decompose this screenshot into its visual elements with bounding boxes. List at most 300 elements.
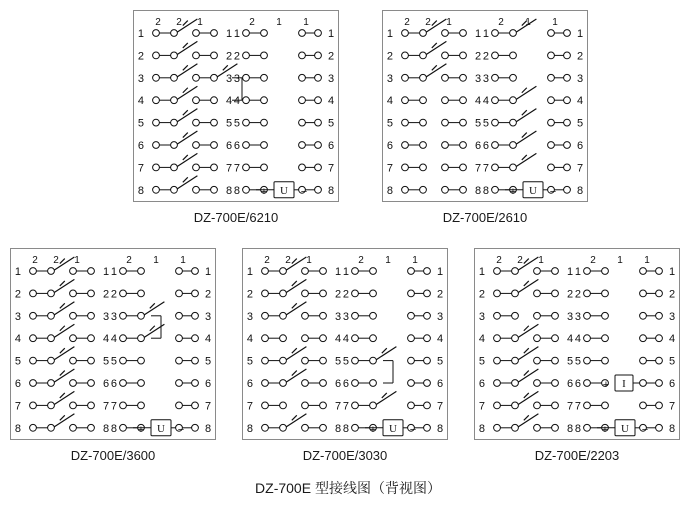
contact-pivot-tick [292, 415, 297, 420]
row-number-right: 6 [205, 378, 212, 390]
terminal-right [424, 357, 431, 364]
terminal-midright [352, 290, 359, 297]
terminal-right-outer [299, 52, 306, 59]
contact-pivot-tick [60, 415, 65, 420]
contact-pivot-tick [60, 259, 65, 264]
row-number-right: 3 [669, 310, 676, 323]
terminal-right-outer [548, 97, 555, 104]
terminal-right [656, 335, 663, 342]
row-number-right: 8 [577, 184, 584, 197]
coil-minus-sign: − [409, 423, 417, 436]
terminal-midright-inner [510, 30, 517, 37]
row-number-right: 1 [577, 28, 584, 40]
contact-pivot-tick [183, 133, 188, 138]
row-number-midright: 4 [342, 333, 349, 346]
terminal-left-inner [171, 30, 178, 37]
contact-pivot-tick [524, 393, 529, 398]
terminal-right-outer [640, 268, 647, 275]
terminal-left [153, 164, 160, 171]
column-header-number: 2 [155, 17, 161, 28]
terminal-left-inner [171, 186, 178, 193]
terminal-left-inner [171, 74, 178, 81]
row-number-midright: 7 [110, 400, 117, 413]
row-number-midleft: 7 [567, 400, 574, 413]
row-number-left: 1 [386, 28, 393, 40]
terminal-midright-inner [370, 290, 377, 297]
terminal-left-inner [420, 164, 427, 171]
terminal-midleft-outer [302, 312, 309, 319]
column-header-number: 1 [180, 255, 186, 266]
row-number-left: 5 [478, 355, 485, 368]
terminal-right-outer [299, 142, 306, 149]
row-number-midright: 8 [233, 184, 240, 197]
row-number-right: 7 [437, 400, 444, 413]
row-number-midleft: 2 [226, 50, 233, 63]
row-number-right: 7 [669, 400, 676, 413]
terminal-midright-inner [510, 97, 517, 104]
terminal-midleft [211, 30, 218, 37]
row-number-left: 3 [137, 72, 144, 85]
terminal-midleft-outer [193, 74, 200, 81]
terminal-right-outer [548, 30, 555, 37]
row-number-midleft: 7 [226, 162, 233, 175]
row-number-left: 5 [246, 355, 253, 368]
terminal-left [262, 335, 269, 342]
terminal-midleft [88, 312, 95, 319]
row-number-midleft: 2 [567, 288, 574, 301]
terminal-midleft-outer [193, 119, 200, 126]
terminal-midright [352, 335, 359, 342]
terminal-midleft [552, 402, 559, 409]
terminal-right [192, 402, 199, 409]
terminal-midleft-outer [302, 424, 309, 431]
terminal-midleft-outer [442, 52, 449, 59]
row-number-midright: 1 [574, 266, 581, 278]
row-number-right: 8 [328, 184, 335, 197]
terminal-right [564, 74, 571, 81]
contact-pivot-tick [524, 371, 529, 376]
row-number-right: 4 [328, 95, 335, 108]
row-number-left: 3 [246, 310, 253, 323]
terminal-midleft [552, 424, 559, 431]
terminal-midright-inner [261, 119, 268, 126]
contact-pivot-tick [432, 21, 437, 26]
terminal-midleft-outer [193, 142, 200, 149]
contact-pivot-tick [183, 177, 188, 182]
row-number-left: 5 [137, 117, 144, 130]
terminal-midleft-outer [302, 402, 309, 409]
terminal-left [494, 290, 501, 297]
terminal-left-inner [512, 335, 519, 342]
row-number-left: 1 [478, 266, 485, 278]
terminal-midleft [211, 52, 218, 59]
terminal-midright-inner [370, 357, 377, 364]
terminal-midright [120, 312, 127, 319]
row-number-right: 1 [328, 28, 335, 40]
terminal-left [262, 290, 269, 297]
row-number-midright: 3 [233, 72, 240, 85]
row-number-midleft: 2 [475, 50, 482, 63]
terminal-midright-inner [370, 335, 377, 342]
terminal-right-outer [640, 357, 647, 364]
column-header-number: 1 [552, 17, 558, 28]
wiring-diagram-panel [242, 248, 448, 440]
contact-pivot-tick [524, 259, 529, 264]
contact-pivot-tick [292, 371, 297, 376]
terminal-left [402, 164, 409, 171]
row-number-left: 2 [478, 288, 485, 301]
terminal-right-outer [408, 357, 415, 364]
row-number-midleft: 3 [335, 310, 342, 323]
terminal-midright [120, 290, 127, 297]
row-number-left: 4 [14, 333, 21, 346]
terminal-right [564, 142, 571, 149]
terminal-right-outer [408, 380, 415, 387]
terminal-left [402, 186, 409, 193]
terminal-right [424, 268, 431, 275]
row-number-midright: 4 [482, 95, 489, 108]
terminal-midright [492, 30, 499, 37]
contact-pivot-tick [60, 303, 65, 308]
terminal-midright [492, 164, 499, 171]
terminal-midleft-outer [193, 186, 200, 193]
row-number-right: 4 [205, 333, 212, 346]
column-header-number: 2 [285, 255, 291, 266]
contact-pivot-tick [150, 303, 155, 308]
row-number-midleft: 6 [567, 378, 574, 390]
terminal-left [402, 30, 409, 37]
terminal-left [262, 268, 269, 275]
coil-plus-sign: + [509, 185, 517, 198]
row-number-left: 8 [386, 184, 393, 197]
terminal-left [494, 312, 501, 319]
terminal-midleft [460, 52, 467, 59]
terminal-left [30, 357, 37, 364]
row-number-midright: 5 [574, 355, 581, 368]
column-header-number: 1 [617, 255, 623, 266]
terminal-midleft-outer [534, 290, 541, 297]
row-number-midleft: 1 [475, 28, 482, 40]
row-number-left: 8 [14, 422, 21, 435]
terminal-right [656, 380, 663, 387]
terminal-midleft [320, 312, 327, 319]
terminal-left [153, 97, 160, 104]
row-number-left: 7 [14, 400, 21, 413]
row-number-right: 5 [437, 355, 444, 368]
row-number-midleft: 5 [226, 117, 233, 130]
terminal-right-outer [548, 52, 555, 59]
contact-pivot-tick [150, 326, 155, 331]
row-number-left: 7 [478, 400, 485, 413]
terminal-right-outer [548, 74, 555, 81]
row-number-left: 3 [386, 72, 393, 85]
terminal-midright [120, 380, 127, 387]
contact-pivot-tick [60, 371, 65, 376]
terminal-right [315, 52, 322, 59]
terminal-midright [243, 186, 250, 193]
terminal-right [315, 30, 322, 37]
row-number-left: 1 [14, 266, 21, 278]
terminal-right-outer [299, 164, 306, 171]
terminal-midleft-outer [534, 357, 541, 364]
row-number-midleft: 5 [103, 355, 110, 368]
terminal-right-outer [640, 312, 647, 319]
terminal-left [30, 380, 37, 387]
terminal-midright-inner [138, 335, 145, 342]
terminal-midright-inner [510, 52, 517, 59]
column-header-number: 1 [412, 255, 418, 266]
terminal-midright [492, 119, 499, 126]
row-number-right: 2 [437, 288, 444, 301]
terminal-midright-inner [261, 142, 268, 149]
terminal-midright [584, 424, 591, 431]
terminal-left [30, 424, 37, 431]
row-number-right: 8 [437, 422, 444, 435]
column-header-number: 2 [496, 255, 502, 266]
terminal-left-inner [420, 142, 427, 149]
terminal-midright-inner [370, 402, 377, 409]
terminal-left-inner [280, 402, 287, 409]
terminal-left [30, 290, 37, 297]
row-number-left: 5 [386, 117, 393, 130]
terminal-midright-inner [138, 268, 145, 275]
terminal-midright [120, 424, 127, 431]
row-number-left: 7 [386, 162, 393, 175]
terminal-midright-inner [261, 97, 268, 104]
terminal-midleft [552, 312, 559, 319]
row-number-right: 6 [577, 140, 584, 152]
wiring-diagram-panel [474, 248, 680, 440]
terminal-midright [243, 142, 250, 149]
terminal-midleft-outer [302, 290, 309, 297]
terminal-midleft [88, 402, 95, 409]
terminal-midleft [320, 380, 327, 387]
terminal-right [315, 97, 322, 104]
contact-pivot-tick [60, 393, 65, 398]
terminal-midleft-outer [534, 402, 541, 409]
row-number-left: 6 [246, 378, 253, 390]
panel-caption: DZ-700E/3600 [70, 448, 156, 463]
terminal-midright-inner [602, 357, 609, 364]
row-number-right: 7 [205, 400, 212, 413]
terminal-midright-inner [510, 119, 517, 126]
terminal-midleft [88, 335, 95, 342]
terminal-midleft [320, 290, 327, 297]
column-header-number: 1 [644, 255, 650, 266]
terminal-left [153, 186, 160, 193]
terminal-midright [492, 97, 499, 104]
terminal-midleft-outer [302, 268, 309, 275]
terminal-midleft-outer [70, 290, 77, 297]
terminal-midleft [552, 335, 559, 342]
terminal-midleft-outer [70, 312, 77, 319]
row-number-midright: 8 [574, 422, 581, 435]
terminal-right-outer [176, 312, 183, 319]
terminal-left [262, 402, 269, 409]
coil-plus-sign: + [260, 185, 268, 198]
row-number-midleft: 1 [335, 266, 342, 278]
contact-pivot-tick [522, 110, 527, 115]
row-number-midright: 7 [482, 162, 489, 175]
terminal-midleft [552, 290, 559, 297]
contact-pivot-tick [524, 348, 529, 353]
terminal-left-inner [171, 164, 178, 171]
terminal-left [153, 52, 160, 59]
column-header-number: 1 [446, 17, 452, 28]
terminal-left-inner [280, 335, 287, 342]
row-number-midleft: 5 [475, 117, 482, 130]
wiring-schematic [475, 249, 681, 441]
row-number-midright: 8 [110, 422, 117, 435]
terminal-right [315, 186, 322, 193]
terminal-left-inner [512, 312, 519, 319]
terminal-left-inner [420, 186, 427, 193]
row-number-right: 2 [669, 288, 676, 301]
row-number-midright: 7 [342, 400, 349, 413]
row-number-left: 1 [137, 28, 144, 40]
contact-pivot-tick [432, 43, 437, 48]
row-number-midleft: 3 [103, 310, 110, 323]
row-number-midright: 3 [342, 310, 349, 323]
row-number-midleft: 2 [103, 288, 110, 301]
terminal-midright [492, 186, 499, 193]
terminal-midleft-outer [534, 312, 541, 319]
row-number-right: 3 [205, 310, 212, 323]
terminal-right [315, 142, 322, 149]
terminal-midright [584, 268, 591, 275]
terminal-left-inner [48, 312, 55, 319]
row-number-left: 3 [478, 310, 485, 323]
terminal-midright-inner [510, 164, 517, 171]
terminal-midleft [460, 186, 467, 193]
row-number-right: 5 [328, 117, 335, 130]
terminal-midleft [552, 380, 559, 387]
column-header-number: 1 [525, 17, 531, 28]
terminal-left [402, 52, 409, 59]
terminal-right-outer [299, 30, 306, 37]
terminal-left [494, 357, 501, 364]
column-header-number: 2 [53, 255, 59, 266]
row-number-left: 7 [246, 400, 253, 413]
terminal-left [262, 424, 269, 431]
terminal-midleft-outer [302, 357, 309, 364]
contact-pivot-tick [524, 281, 529, 286]
row-number-midright: 4 [574, 333, 581, 346]
panel-caption: DZ-700E/3030 [302, 448, 388, 463]
terminal-right [315, 119, 322, 126]
terminal-left [494, 424, 501, 431]
row-number-left: 2 [137, 50, 144, 63]
terminal-right-outer [640, 290, 647, 297]
terminal-right-outer [176, 357, 183, 364]
terminal-midleft [552, 357, 559, 364]
terminal-midright [352, 424, 359, 431]
terminal-left-inner [280, 312, 287, 319]
row-number-left: 2 [386, 50, 393, 63]
terminal-midright [352, 268, 359, 275]
terminal-midright [584, 402, 591, 409]
terminal-right [424, 312, 431, 319]
terminal-right [315, 164, 322, 171]
terminal-right [564, 30, 571, 37]
terminal-left-inner [48, 335, 55, 342]
terminal-midleft [88, 290, 95, 297]
contact-pivot-tick [292, 259, 297, 264]
wiring-schematic [243, 249, 449, 441]
terminal-midright [352, 312, 359, 319]
row-number-left: 6 [478, 378, 485, 390]
coil-label: U [621, 422, 629, 435]
row-number-left: 1 [246, 266, 253, 278]
coil-label: U [389, 422, 397, 435]
terminal-left-inner [512, 380, 519, 387]
terminal-left [153, 30, 160, 37]
terminal-midleft-outer [193, 164, 200, 171]
terminal-midright-inner [602, 268, 609, 275]
row-number-midleft: 5 [335, 355, 342, 368]
terminal-midright-inner [138, 290, 145, 297]
column-header-number: 1 [303, 17, 309, 28]
terminal-midright-inner [370, 380, 377, 387]
column-header-number: 2 [32, 255, 38, 266]
terminal-midright [492, 52, 499, 59]
row-number-left: 3 [14, 310, 21, 323]
coil-minus-sign: − [641, 423, 649, 436]
terminal-left [402, 142, 409, 149]
terminal-midright [243, 30, 250, 37]
terminal-left [153, 74, 160, 81]
row-number-left: 2 [14, 288, 21, 301]
terminal-midleft [211, 119, 218, 126]
terminal-midright [243, 164, 250, 171]
row-number-left: 8 [478, 422, 485, 435]
contact-pivot-tick [292, 303, 297, 308]
contact-pivot-tick [183, 110, 188, 115]
terminal-left-inner [48, 402, 55, 409]
indicator-label: I [622, 378, 626, 390]
row-number-right: 3 [328, 72, 335, 85]
row-number-midright: 5 [482, 117, 489, 130]
terminal-midleft [460, 97, 467, 104]
terminal-midright [584, 290, 591, 297]
terminal-right-outer [299, 74, 306, 81]
terminal-right [656, 424, 663, 431]
terminal-left [262, 357, 269, 364]
contact-pivot-tick [183, 65, 188, 70]
column-header-number: 2 [517, 255, 523, 266]
row-number-left: 8 [246, 422, 253, 435]
terminal-left [153, 142, 160, 149]
terminal-midright [584, 312, 591, 319]
terminal-midright-inner [602, 312, 609, 319]
column-header-number: 2 [126, 255, 132, 266]
terminal-midleft [211, 74, 218, 81]
terminal-left-inner [280, 290, 287, 297]
terminal-right-outer [408, 290, 415, 297]
terminal-midright [584, 335, 591, 342]
row-number-left: 6 [14, 378, 21, 390]
row-number-right: 8 [205, 422, 212, 435]
row-number-right: 4 [577, 95, 584, 108]
row-number-midright: 2 [110, 288, 117, 301]
terminal-right [564, 119, 571, 126]
terminal-midleft [88, 357, 95, 364]
row-number-left: 6 [137, 140, 144, 152]
terminal-right-outer [408, 268, 415, 275]
terminal-right [564, 52, 571, 59]
contact-pivot-tick [522, 155, 527, 160]
terminal-right [656, 402, 663, 409]
